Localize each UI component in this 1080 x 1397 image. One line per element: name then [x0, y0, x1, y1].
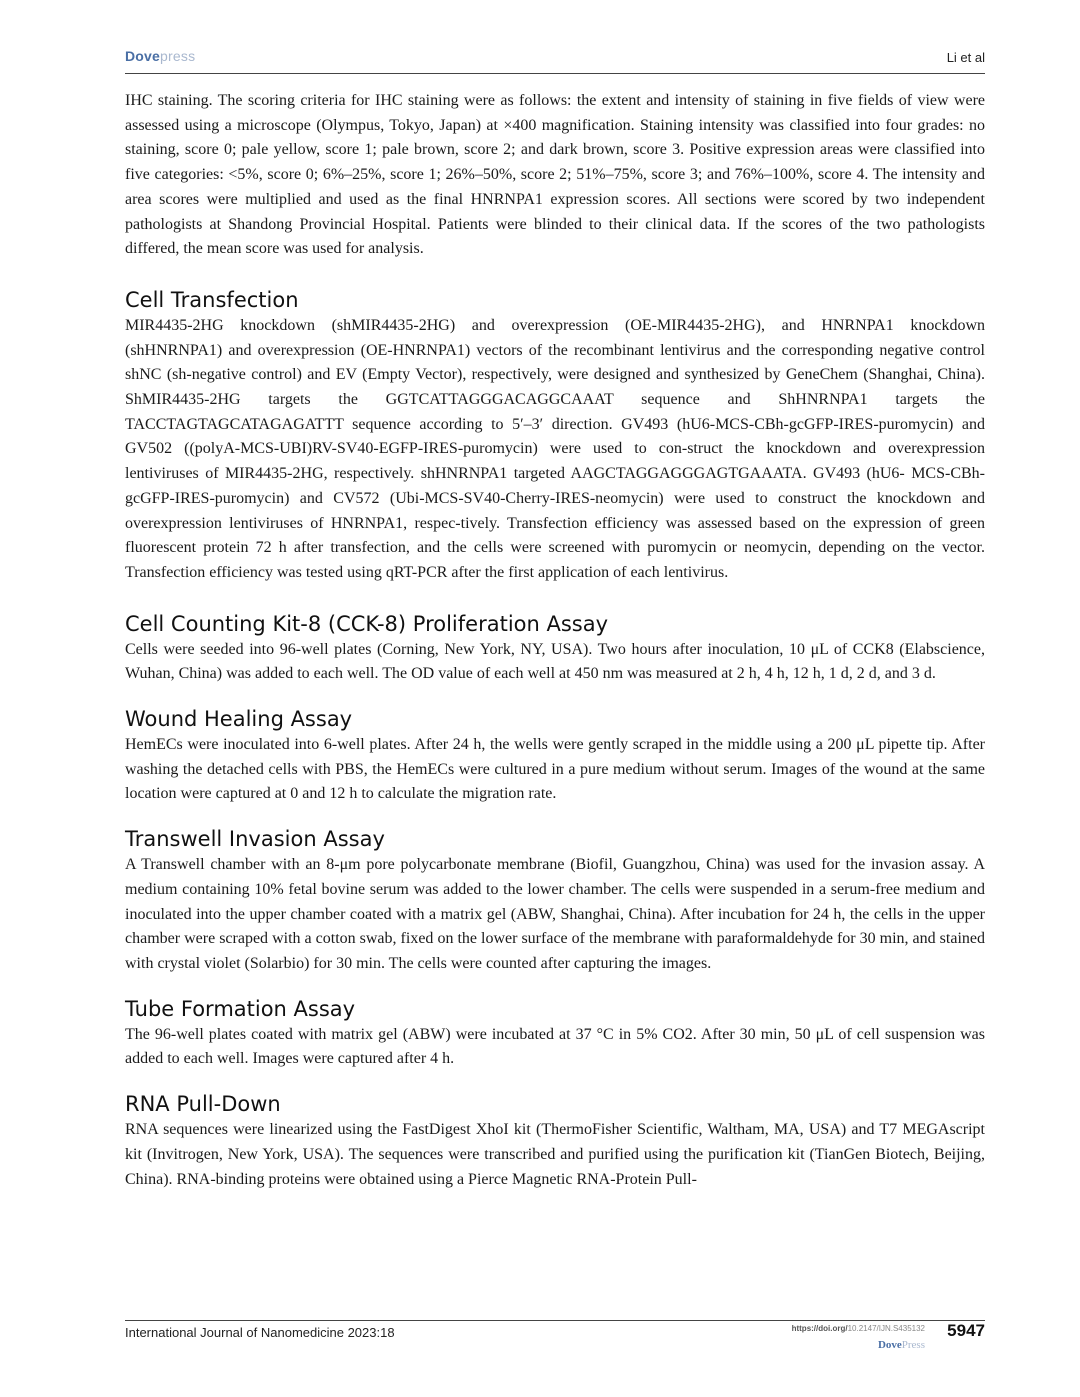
cck8-paragraph: Cells were seeded into 96-well plates (Corning, New York, NY, USA). Two hours after inoculation, 10 μL of CCK8 (Elabscience, Wuhan, China) was added to each well. The OD value of each well at 450 nm was measured at 2 h, 4 h, 12 h, 1 d, 2 d, and 3 d. [125, 640, 985, 683]
section-spacer [125, 807, 985, 825]
header-brand-dove: Dove [125, 48, 161, 64]
heading-tube-formation: Tube Formation Assay [125, 996, 356, 1021]
heading-rna-pull-down: RNA Pull-Down [125, 1092, 281, 1117]
wound-healing-paragraph: HemECs were inoculated into 6-well plates. After 24 h, the wells were gently scraped in the middle using a 200 μL pipette tip. After washing the detached cells with PBS, the HemECs were cultured in a pure medium without serum. Images of the wound at the same location were captured at 0 and 12 h to calculate the migration rate. [125, 736, 985, 803]
header-divider [125, 73, 985, 74]
footer-journal-citation: International Journal of Nanomedicine 2023:18 [125, 1325, 395, 1340]
tube-formation-paragraph: The 96-well plates coated with matrix gel (ABW) were incubated at 37 °C in 5% CO2. After 30 min, 50 μL of cell suspension was added to each well. Images were captured after 4 h. [125, 1025, 985, 1068]
article-body [125, 89, 985, 1192]
footer-brand-press: Press [901, 1339, 925, 1351]
heading-cck8-assay: Cell Counting Kit-8 (CCK-8) Proliferation Assay [125, 611, 609, 636]
footer-doi-link[interactable] [792, 1324, 925, 1333]
running-head-authors: Li et al [946, 50, 985, 65]
header-brand-press: press [160, 48, 196, 64]
page-number: 5947 [947, 1321, 985, 1340]
heading-wound-healing: Wound Healing Assay [125, 707, 353, 732]
heading-cell-transfection: Cell Transfection [125, 287, 299, 312]
footer-doi-prefix: https://doi.org/ [791, 1324, 848, 1333]
footer-brand-logo[interactable] [878, 1339, 925, 1351]
heading-transwell-invasion: Transwell Invasion Assay [125, 827, 385, 852]
cell-transfection-paragraph: MIR4435-2HG knockdown (shMIR4435-2HG) and overexpression (OE-MIR4435-2HG), and HNRNPA1 knockdown (shHNRNPA1) and overexpression (OE-HNRNPA1) vectors of the recombinant lentivirus and the corresponding negative control shNC (sh-negative control) and EV (Empty Vector), respectively, were designed and synthesized by GeneChem (Shanghai, China). ShMIR4435-2HG targets the GGTCATTAGGGACAGGCAAAT sequence and ShHNRNPA1 targets the TACCTAGTAGCATAGAGATTT sequence according to 5′–3′ direction. GV493 (hU6-MCS-CBh-gcGFP-IRES-puromycin) and GV502 ((polyA-MCS-UBI)RV-SV40-EGFP-IRES-puromycin) were used to con-struct the knockdown and overexpression lentiviruses of MIR4435-2HG, respectively. shHNRNPA1 targeted AAGCTAGGAGGGAGTGAAATA. GV493 (hU6- MCS-CBh-gcGFP-IRES-puromycin) and CV572 (Ubi-MCS-SV40-Cherry-IRES-neomycin) were used to construct the knockdown and overexpression lentiviruses of HNRNPA1, respec-tively. Transfection efficiency was assessed based on the expression of green fluorescent protein 72 h after transfection, and the cells were screened with puromycin or neomycin, depending on the vector. Transfection efficiency was tested using qRT-PCR after the first application of each lentivirus. [125, 316, 985, 581]
footer-brand-dove: Dove [877, 1339, 902, 1351]
section-spacer [125, 687, 985, 705]
section-spacer [125, 586, 985, 610]
section-spacer [125, 977, 985, 995]
rna-pull-down-paragraph: RNA sequences were linearized using the FastDigest XhoI kit (ThermoFisher Scientific, Waltham, MA, USA) and T7 MEGAscript kit (Invitrogen, New York, USA). The sequences were transcribed and purified using the purification kit (TianGen Biotech, Beijing, China). RNA-binding proteins were obtained using a Pierce Magnetic RNA-Protein Pull- [125, 1121, 985, 1188]
transwell-paragraph: A Transwell chamber with an 8-μm pore polycarbonate membrane (Biofil, Guangzhou, China) was used for the invasion assay. A medium containing 10% fetal bovine serum was added to the lower chamber. The cells were suspended in a serum-free medium and inoculated into the upper chamber coated with a matrix gel (ABW, Shanghai, China). After incubation for 24 h, the cells in the upper chamber were scraped with a cotton swab, fixed on the lower surface of the membrane with paraformaldehyde for 30 min, and stained with crystal violet (Solarbio) for 30 min. The cells were counted after capturing the images. [125, 856, 985, 972]
section-spacer [125, 1072, 985, 1090]
section-spacer [125, 262, 985, 286]
footer-doi-value: 10.2147/IJN.S435132 [847, 1324, 925, 1333]
header-brand-logo[interactable] [125, 48, 195, 64]
ihc-paragraph: IHC staining. The scoring criteria for IHC staining were as follows: the extent and intensity of staining in five fields of view were assessed using a microscope (Olympus, Tokyo, Japan) at ×400 magnification. Staining intensity was classified into four grades: no staining, score 0; pale yellow, score 1; pale brown, score 2; and dark brown, score 3. Positive expression areas were classified into five categories: <5%, score 0; 6%–25%, score 1; 26%–50%, score 2; 51%–75%, score 3; and 76%–100%, score 4. The intensity and area scores were multiplied and used as the final HNRNPA1 expression scores. All sections were scored by two independent pathologists at Shandong Provincial Hospital. Patients were blinded to their clinical data. If the scores of the two pathologists differed, the mean score was used for analysis. [125, 92, 985, 258]
footer-divider [125, 1320, 985, 1321]
